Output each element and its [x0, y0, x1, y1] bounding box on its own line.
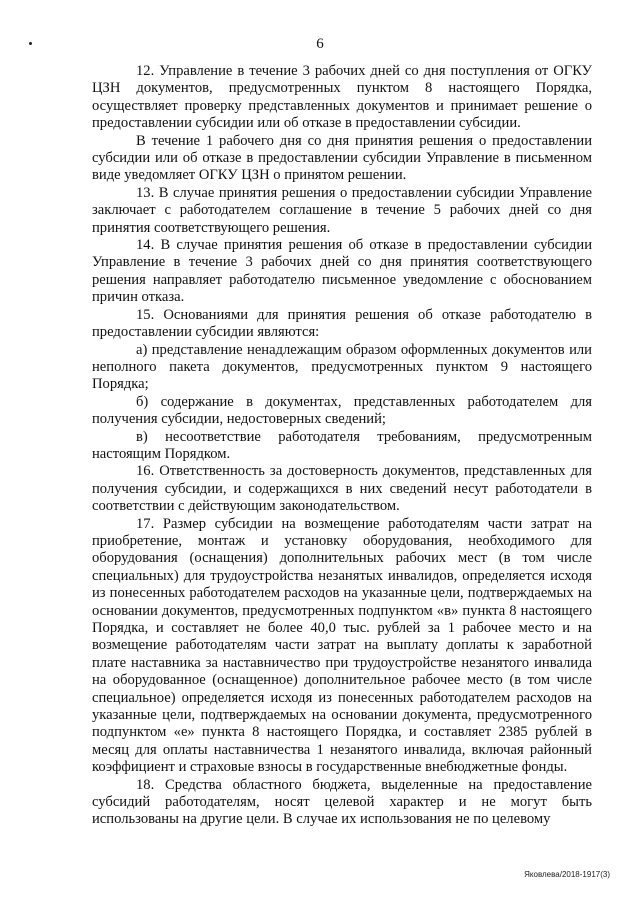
paragraph-13: 13. В случае принятия решения о предоставлении субсидии Управление заключает с работодателем соглашение в течение 5 рабочих дней со дня принятия соответствующего решения.	[92, 184, 592, 236]
paragraph-15-b: б) содержание в документах, представленных работодателем для получения субсидии, недостоверных сведений;	[92, 393, 592, 428]
document-body	[92, 63, 592, 829]
paragraph-14: 14. В случае принятия решения об отказе в предоставлении субсидии Управление в течение 3 рабочих дней со дня принятия соответствующего решения направляет работодателю письменное уведомление с обоснованием причин отказа.	[92, 237, 592, 306]
paragraph-16: 16. Ответственность за достоверность документов, представленных для получения субсидии, и содержащихся в них сведений несут работодатели в соответствии с действующим законодательством.	[92, 463, 592, 515]
paragraph-12-notice: В течение 1 рабочего дня со дня принятия решения о предоставлении субсидии или об отказе в предоставлении субсидии Управление в письменном виде уведомляет ОГКУ ЦЗН о принятом решении.	[92, 132, 592, 184]
paragraph-12: 12. Управление в течение 3 рабочих дней со дня поступления от ОГКУ ЦЗН документов, предусмотренных пунктом 8 настоящего Порядка, осуществляет проверку представленных документов и принимает решение о предоставлении субсидии или об отказе в предоставлении субсидии.	[92, 63, 592, 132]
footer-code: Яковлева/2018-1917(3)	[524, 870, 610, 879]
paragraph-15-a: а) представление ненадлежащим образом оформленных документов или неполного пакета документов, предусмотренных пунктом 9 настоящего Порядка;	[92, 341, 592, 393]
paragraph-18: 18. Средства областного бюджета, выделенные на предоставление субсидий работодателям, носят целевой характер и не могут быть использованы на другие цели. В случае их использования не по целевому	[92, 776, 592, 828]
paragraph-15: 15. Основаниями для принятия решения об отказе работодателю в предоставлении субсидии являются:	[92, 306, 592, 341]
paragraph-15-v: в) несоответствие работодателя требованиям, предусмотренным настоящим Порядком.	[92, 428, 592, 462]
paragraph-17: 17. Размер субсидии на возмещение работодателям части затрат на приобретение, монтаж и установку оборудования, необходимого для оборудования (оснащения) дополнительных рабочих мест (в том числе специальных) для трудоустройства незанятых инвалидов, определяется исходя из понесенных работодателем расходов на указанные цели, подтверждаемых на основании документов, предусмотренных подпунктом «в» пункта 8 настоящего Порядка, и составляет не более 40,0 тыс. рублей за 1 рабочее место и на возмещение работодателям части затрат на выплату доплаты к заработной плате наставника за наставничество при трудоустройстве незанятого инвалида на оборудованное (оснащенное) дополнительное рабочее место (в том числе специальное) определяется исходя из понесенных работодателем расходов на указанные цели, подтверждаемых на основании документа, предусмотренного подпунктом «е» пункта 8 настоящего Порядка, и составляет 2385 рублей в месяц для оплаты наставничества 1 незанятого инвалида, включая районный коэффициент и страховые взносы в государственные внебюджетные фонды.	[92, 515, 592, 776]
page-number: 6	[316, 36, 324, 52]
